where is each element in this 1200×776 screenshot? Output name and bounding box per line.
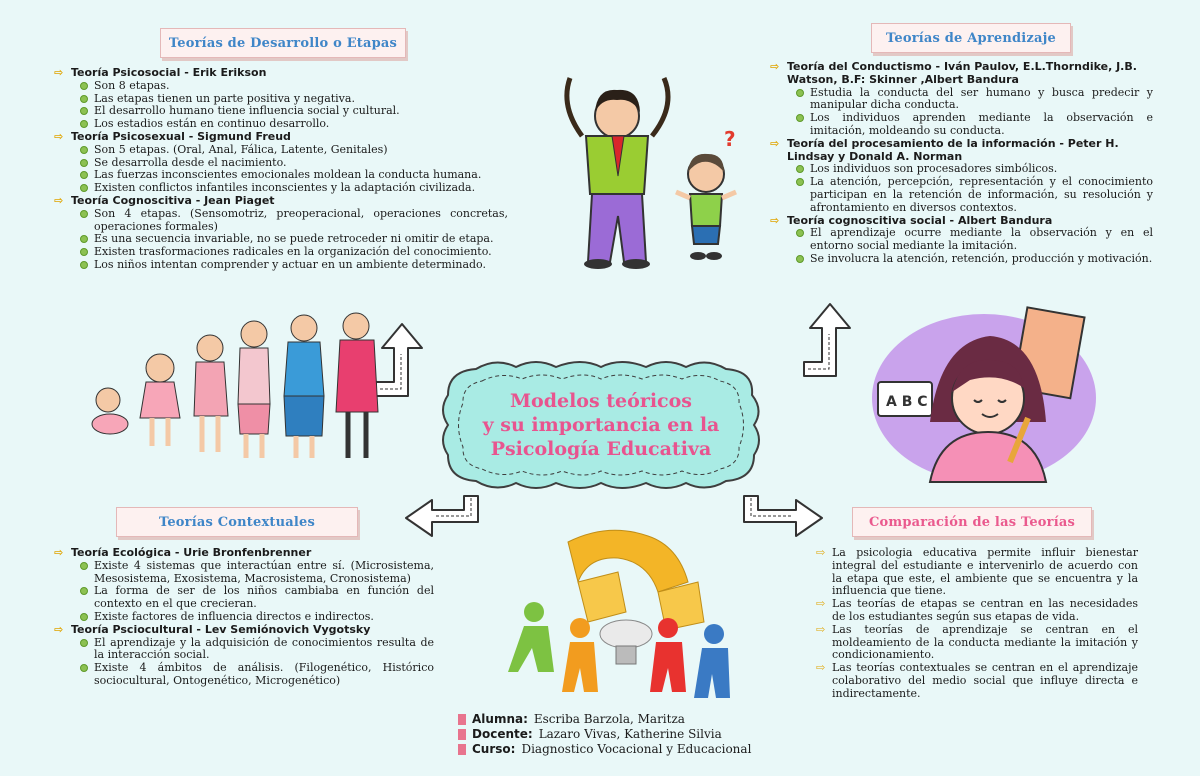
course-row: Curso: Diagnostico Vocacional y Educacional [458,742,751,757]
list-item: Se desarrolla desde el nacimiento. [54,157,508,170]
comparison-title: Comparación de las Teorías [852,507,1092,537]
list-item: Son 5 etapas. (Oral, Anal, Fálica, Latente, Genitales) [54,144,508,157]
arrow-right-icon: ⇨ [54,193,64,207]
list-item: Existe factores de influencia directos e indirectos. [54,611,434,624]
arrow-right-icon: ⇨ [54,622,64,636]
list-item: Son 4 etapas. (Sensomotriz, preoperacional, operaciones concretas, operaciones formales) [54,208,508,234]
list-item: Los estadios están en continuo desarrollo. [54,118,508,131]
bullet-icon [796,255,804,263]
theory-piaget: ⇨ Teoría Cognoscitiva - Jean Piaget [54,193,275,207]
bullet-icon [796,229,804,237]
growth-stages-illustration [84,312,384,462]
svg-text:?: ? [724,127,736,151]
theory-sociocultural: ⇨ Teoría Psciocultural - Lev Semiónovich Vygotsky [54,622,371,636]
arrow-right-icon: ⇨ [770,60,780,73]
list-item: Existe 4 sistemas que interactúan entre sí. (Microsistema, Mesosistema, Exosistema, Macrosistema, Cronosistema) [54,560,434,586]
arrow-to-learning [800,300,860,380]
teacher-child-illustration [552,76,752,272]
woman-figure [284,315,324,458]
teen-figure [238,321,270,458]
arrow-right-icon: ⇨ [816,546,826,559]
list-item: Los individuos aprenden mediante la observación e imitación, moldeando su conducta. [770,112,1153,138]
older-woman-figure [336,313,378,458]
arrow-right-icon: ⇨ [770,136,780,150]
learning-block [770,61,1153,266]
arrow-right-icon: ⇨ [54,66,64,79]
list-item: Las etapas tienen un parte positiva y negativa. [54,93,508,106]
list-item: Las fuerzas inconscientes emocionales moldean la conducta humana. [54,169,508,182]
list-item: Es una secuencia invariable, no se puede retroceder ni omitir de etapa. [54,233,508,246]
bookmark-icon [458,744,466,755]
theory-ecological: ⇨ Teoría Ecológica - Urie Bronfenbrenner [54,546,312,559]
development-block [54,67,508,272]
bullet-icon [80,184,88,192]
green-figure [508,602,554,672]
list-item: Los niños intentan comprender y actuar en un ambiente determinado. [54,259,508,272]
student-row: Alumna: Escriba Barzola, Maritza [458,712,751,727]
list-item: ⇨ Las teorías contextuales se centran en el aprendizaje colaborativo del medio social que influye directa e indirectamente. [816,661,1138,700]
list-item: Los individuos son procesadores simbólicos. [770,163,1153,176]
theory-behaviorism: ⇨ Teoría del Conductismo - Iván Paulov, E.L.Thorndike, J.B. Watson, B.F: Skinner ,Albert Bandura [770,60,1137,86]
arrow-right-icon: ⇨ [770,213,780,227]
bullet-icon [80,120,88,128]
child-figure [194,335,228,452]
arrow-to-contextual [402,492,482,542]
bullet-icon [80,562,88,570]
bullet-icon [80,248,88,256]
bullet-icon [796,165,804,173]
arrow-right-icon: ⇨ [54,546,64,559]
girl-writing-illustration [870,302,1098,484]
arrow-right-icon: ⇨ [816,622,826,636]
theory-social-cognitive: ⇨ Teoría cognoscitiva social - Albert Bandura [770,213,1053,227]
baby-figure [92,388,128,434]
list-item: ⇨ Las teorías de aprendizaje se centran en el moldeamiento de la conducta mediante la imitación y condicionamiento. [816,622,1138,662]
arrow-right-icon: ⇨ [816,661,826,675]
list-item: ⇨ La psicologia educativa permite influir bienestar integral del estudiante e intervenirlo de acuerdo con la etapa que este, el ambiente que se encuentra y la influencia que tiene. [816,546,1138,598]
blue-figure [694,624,730,698]
list-item: Existe 4 ámbitos de análisis. (Filogenético, Histórico sociocultural, Ontogenético, Microgenético) [54,662,434,688]
bullet-icon [80,107,88,115]
central-title: Modelos teóricos y su importancia en la Psicología Educativa [482,390,720,460]
theory-freud: ⇨ Teoría Psicosexual - Sigmund Freud [54,129,291,143]
list-item: Existen conflictos infantiles inconscientes y la adaptación civilizada. [54,182,508,195]
bookmark-icon [458,729,466,740]
bullet-icon [796,114,804,122]
bullet-icon [796,89,804,97]
bullet-icon [80,159,88,167]
bookmark-icon [458,714,466,725]
list-item: El aprendizaje y la adquisición de conocimientos resulta de la interacción social. [54,637,434,663]
arrow-right-icon: ⇨ [816,597,826,611]
credits [458,712,751,757]
toddler-figure [140,354,180,446]
bullet-icon [80,146,88,154]
bullet-icon [80,235,88,243]
list-item: Son 8 etapas. [54,80,508,93]
development-title: Teorías de Desarrollo o Etapas [160,28,406,58]
learning-title: Teorías de Aprendizaje [871,23,1071,53]
bullet-icon [80,664,88,672]
bullet-icon [80,95,88,103]
contextual-title: Teorías Contextuales [116,507,358,537]
bullet-icon [80,613,88,621]
theory-erikson: ⇨ Teoría Psicosocial - Erik Erikson [54,66,267,79]
orange-figure [562,618,598,692]
comparison-block [816,547,1138,701]
list-item: Se involucra la atención, retención, producción y motivación. [770,253,1153,266]
list-item: La atención, percepción, representación y el conocimiento participan en la retención de información, su resolución y afrontamiento en diversos contextos. [770,176,1153,214]
bullet-icon [80,587,88,595]
bullet-icon [80,82,88,90]
red-figure [650,618,686,692]
list-item: Existen trasformaciones radicales en la organización del conocimiento. [54,246,508,259]
arrow-to-comparison [740,492,826,542]
contextual-block [54,547,434,688]
list-item: La forma de ser de los niños cambiaba en función del contexto en el que crecieran. [54,585,434,611]
bullet-icon [80,261,88,269]
teacher-row: Docente: Lazaro Vivas, Katherine Silvia [458,727,751,742]
theory-information-processing: ⇨ Teoría del procesamiento de la información - Peter H. Lindsay y Donald A. Norman [770,136,1119,163]
bullet-icon [80,639,88,647]
puzzle-teamwork-illustration [508,522,742,702]
arrow-right-icon: ⇨ [54,129,64,143]
bullet-icon [796,178,804,186]
list-item: ⇨ Las teorías de etapas se centran en las necesidades de los estudiantes según sus etapas de vida. [816,597,1138,623]
central-topic [436,355,766,495]
list-item: El aprendizaje ocurre mediante la observación y en el entorno social mediante la imitación. [770,227,1153,253]
list-item: Estudia la conducta del ser humano y busca predecir y manipular dicha conducta. [770,87,1153,113]
bullet-icon [80,171,88,179]
svg-text:A B C: A B C [886,394,928,410]
bullet-icon [80,210,88,218]
list-item: El desarrollo humano tiene influencia social y cultural. [54,105,508,118]
